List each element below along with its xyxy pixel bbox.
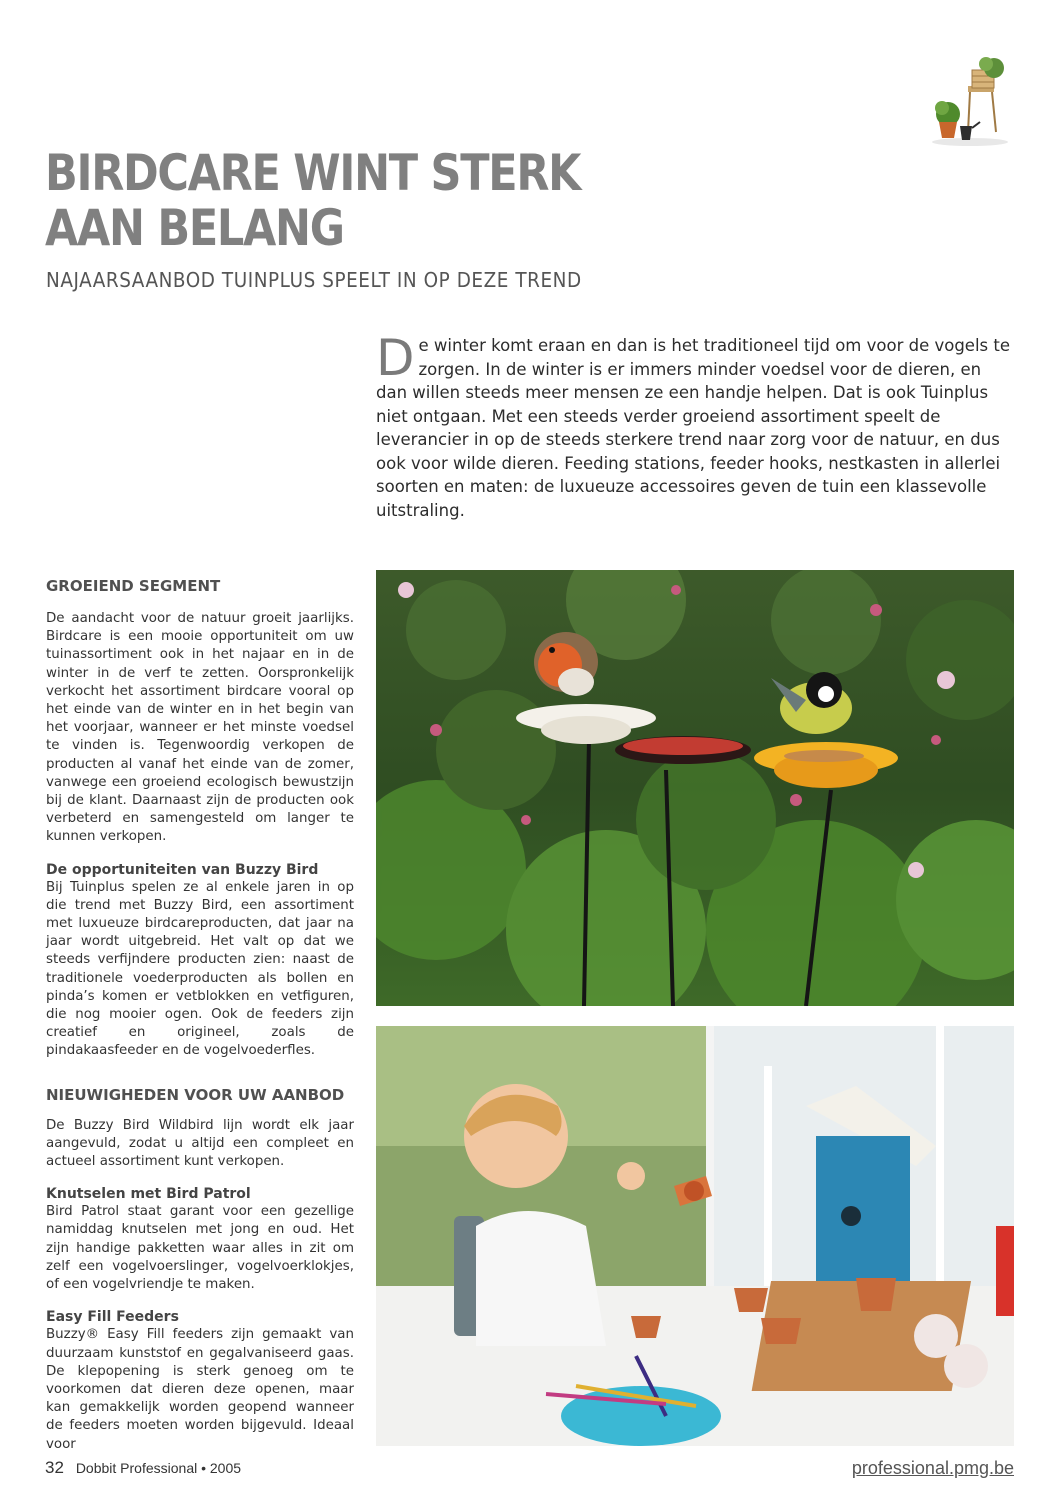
article-title (45, 146, 580, 256)
article-subtitle: NAJAARSAANBOD TUINPLUS SPEELT IN OP DEZE TREND (46, 268, 582, 292)
section-subheading: Knutselen met Bird Patrol (46, 1186, 251, 1203)
section-opportuniteiten (46, 861, 354, 1061)
section-groeiend-segment (46, 576, 354, 847)
body-column (46, 576, 354, 1468)
publication-name: Dobbit Professional • 2005 (75, 1460, 242, 1476)
section-easy-fill (46, 1308, 354, 1453)
section-subheading: Easy Fill Feeders (46, 1309, 179, 1326)
website-link[interactable]: professional.pmg.be (851, 1458, 1014, 1478)
intro-text: e winter komt eraan en dan is het traditioneel tijd om voor de vogels te zorgen. In de winter is er immers minder voedsel voor de dieren, en dan willen steeds meer mensen ze een handje helpen. Dat is ook Tuinplus niet ontgaan. Met een steeds verder groeiend assortiment speelt de leverancier in op de steeds sterkere trend naar zorg voor de natuur, en dus ook voor wilde dieren. Feeding stations, feeder hooks, nestkasten in allerlei soorten en maten: de luxueuze accessoires geven de tuin een klassevolle uitstraling. (376, 336, 1011, 520)
section-heading: NIEUWIGHEDEN VOOR UW AANBOD (46, 1085, 345, 1104)
section-body: De aandacht voor de natuur groeit jaarlijks. Birdcare is een mooie opportuniteit om uw tuinassortiment ook in het najaar en in de winter in de verf te zetten. Oorspronkelijk verkocht het assortiment birdcare vooral op het einde van de winter en in het begin van het voorjaar, wanneer er het minste voedsel te vinden is. Tegenwoordig verkopen de producten al vanaf het einde van de zomer, vanwege een groeiend ecologisch bewustzijn bij de klant. Daarnaast zijn de producten ook verbeterd en samengesteld om langer te kunnen verkopen. (46, 611, 354, 845)
section-body: De Buzzy Bird Wildbird lijn wordt elk jaar aangevuld, zodat u altijd een compleet en actueel assortiment kunt verkopen. (46, 1117, 354, 1170)
title-line-2: AAN BELANG (45, 199, 344, 257)
page-footer (45, 1458, 241, 1478)
child-crafting-photo (376, 1026, 1014, 1446)
section-bird-patrol (46, 1185, 354, 1294)
section-nieuwigheden (46, 1085, 354, 1172)
section-subheading: De opportuniteiten van Buzzy Bird (46, 861, 319, 878)
garden-furniture-icon (928, 56, 1012, 148)
intro-paragraph (376, 329, 1016, 522)
page-number: 32 (45, 1458, 64, 1477)
title-line-1: BIRDCARE WINT STERK (45, 144, 581, 202)
intro-dropcap: D (376, 329, 415, 387)
bird-feeders-photo (376, 570, 1014, 1006)
section-body: Buzzy® Easy Fill feeders zijn gemaakt van duurzaam kunststof en gegalvaniseerd gaas. De klepopening is sterk genoeg om te voorkomen dat dieren deze openen, maar kan gemakkelijk worden geopend wanneer de feeders moeten worden bijgevuld. Ideaal voor (46, 1327, 354, 1452)
section-heading: GROEIEND SEGMENT (46, 577, 221, 595)
section-body: Bird Patrol staat garant voor een gezellige namiddag knutselen met jong en oud. Het zijn handige pakketten waar alles in zit om zelf een vogelvoerslinger, vogelvoerklokjes, of een vogelvriendje te maken. (46, 1204, 354, 1293)
section-body: Bij Tuinplus spelen ze al enkele jaren in op die trend met Buzzy Bird, een assortiment met luxueuze birdcareproducten, dat jaar na jaar wordt uitgebreid. Het valt op dat we steeds verfijndere producten zien: naast de traditionele voederproducten als bollen en pinda’s komen er vetblokken en vetfiguren, die nog mooier ogen. Ook de feeders zijn creatief en origineel, zoals de pindakaasfeeder en de vogelvoederfles. (46, 879, 354, 1059)
